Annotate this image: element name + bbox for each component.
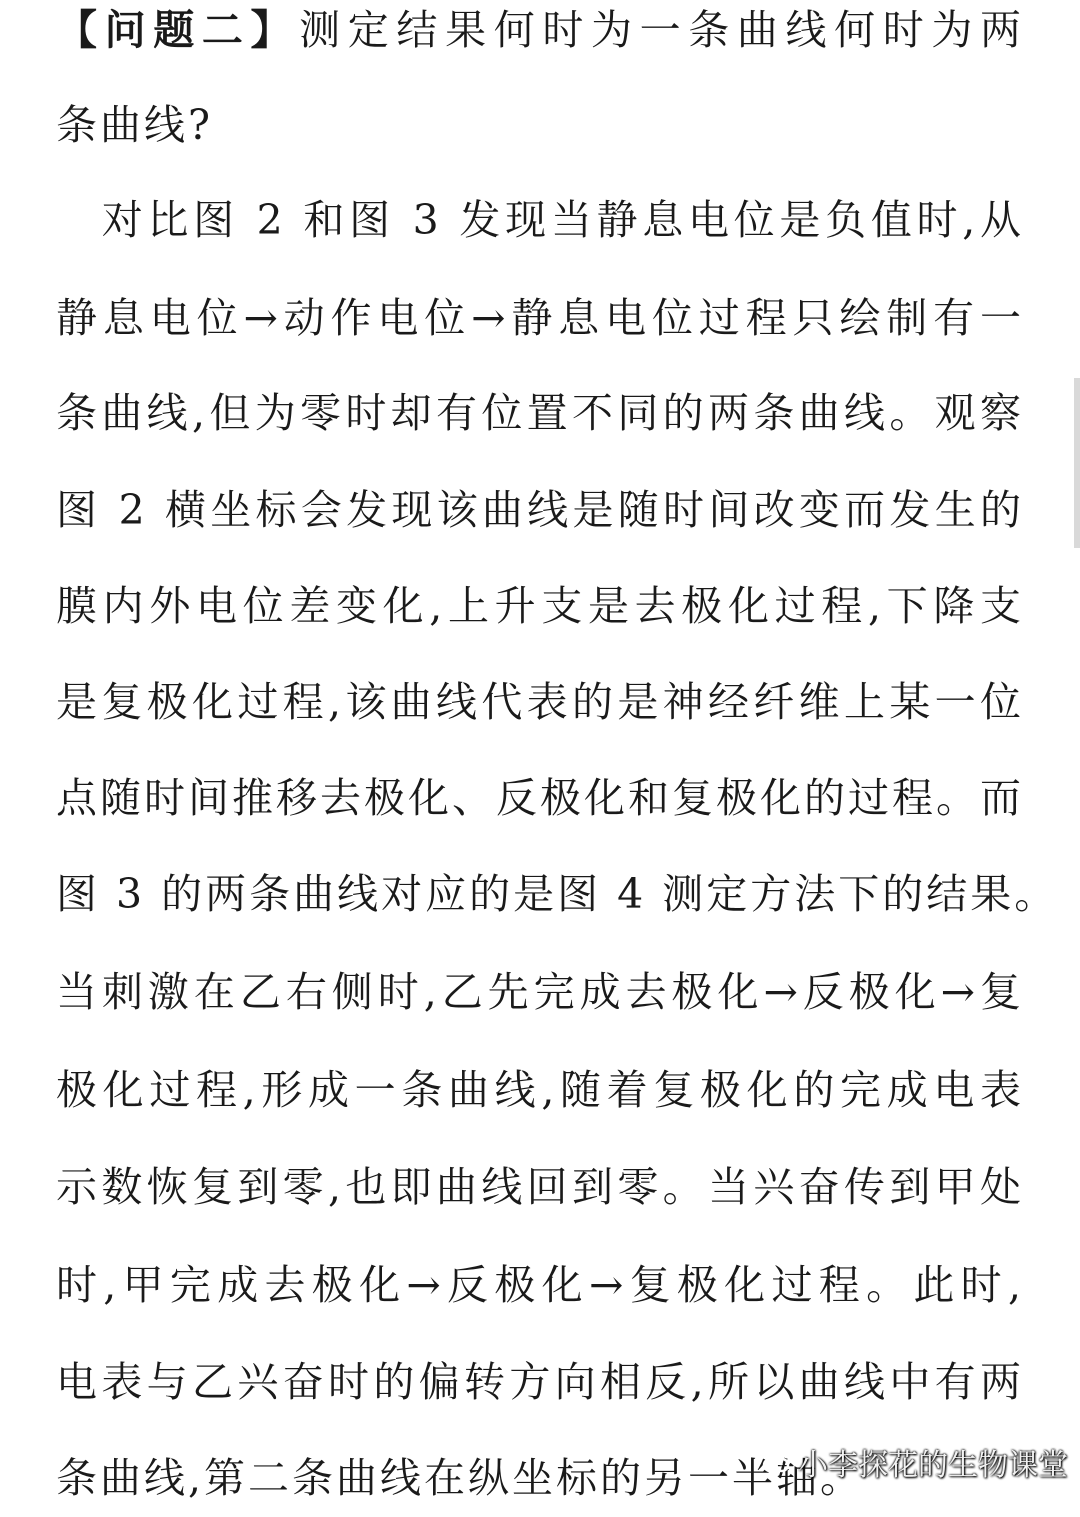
text-line-5: 条曲线,但为零时却有位置不同的两条曲线。观察 bbox=[56, 389, 1024, 437]
text-line-7: 膜内外电位差变化,上升支是去极化过程,下降支 bbox=[56, 582, 1024, 630]
text-line-15: 电表与乙兴奋时的偏转方向相反,所以曲线中有两 bbox=[56, 1358, 1024, 1406]
text-line-1 bbox=[56, 0, 1024, 60]
watermark-text: 小李探花的生物课堂 bbox=[798, 1448, 1068, 1483]
wechat-channel-icon bbox=[762, 1450, 792, 1474]
text-line-10: 图 3 的两条曲线对应的是图 4 测定方法下的结果。 bbox=[56, 870, 1059, 918]
text-line-14: 时,甲完成去极化→反极化→复极化过程。此时, bbox=[56, 1261, 1024, 1309]
text-line-9: 点随时间推移去极化、反极化和复极化的过程。而 bbox=[56, 774, 1024, 822]
text-line-6: 图 2 横坐标会发现该曲线是随时间改变而发生的 bbox=[56, 486, 1024, 534]
text-line-3: 对比图 2 和图 3 发现当静息电位是负值时,从 bbox=[56, 196, 1024, 244]
text-line-8: 是复极化过程,该曲线代表的是神经纤维上某一位 bbox=[56, 678, 1024, 726]
question-bracket-label: 【问题二】 bbox=[56, 6, 300, 54]
channel-watermark bbox=[762, 1440, 1068, 1484]
text-line-13: 示数恢复到零,也即曲线回到零。当兴奋传到甲处 bbox=[56, 1163, 1024, 1211]
text-line-11: 当刺激在乙右侧时,乙先完成去极化→反极化→复 bbox=[56, 968, 1024, 1016]
text-line-2: 条曲线? bbox=[56, 101, 213, 149]
scroll-indicator bbox=[1074, 378, 1080, 548]
text-line-12: 极化过程,形成一条曲线,随着复极化的完成电表 bbox=[56, 1066, 1024, 1114]
text-line-16: 条曲线,第二条曲线在纵坐标的另一半轴。 bbox=[56, 1454, 865, 1502]
text-line-4: 静息电位→动作电位→静息电位过程只绘制有一 bbox=[56, 294, 1024, 342]
question-title-text: 测定结果何时为一条曲线何时为两 bbox=[299, 6, 1025, 54]
